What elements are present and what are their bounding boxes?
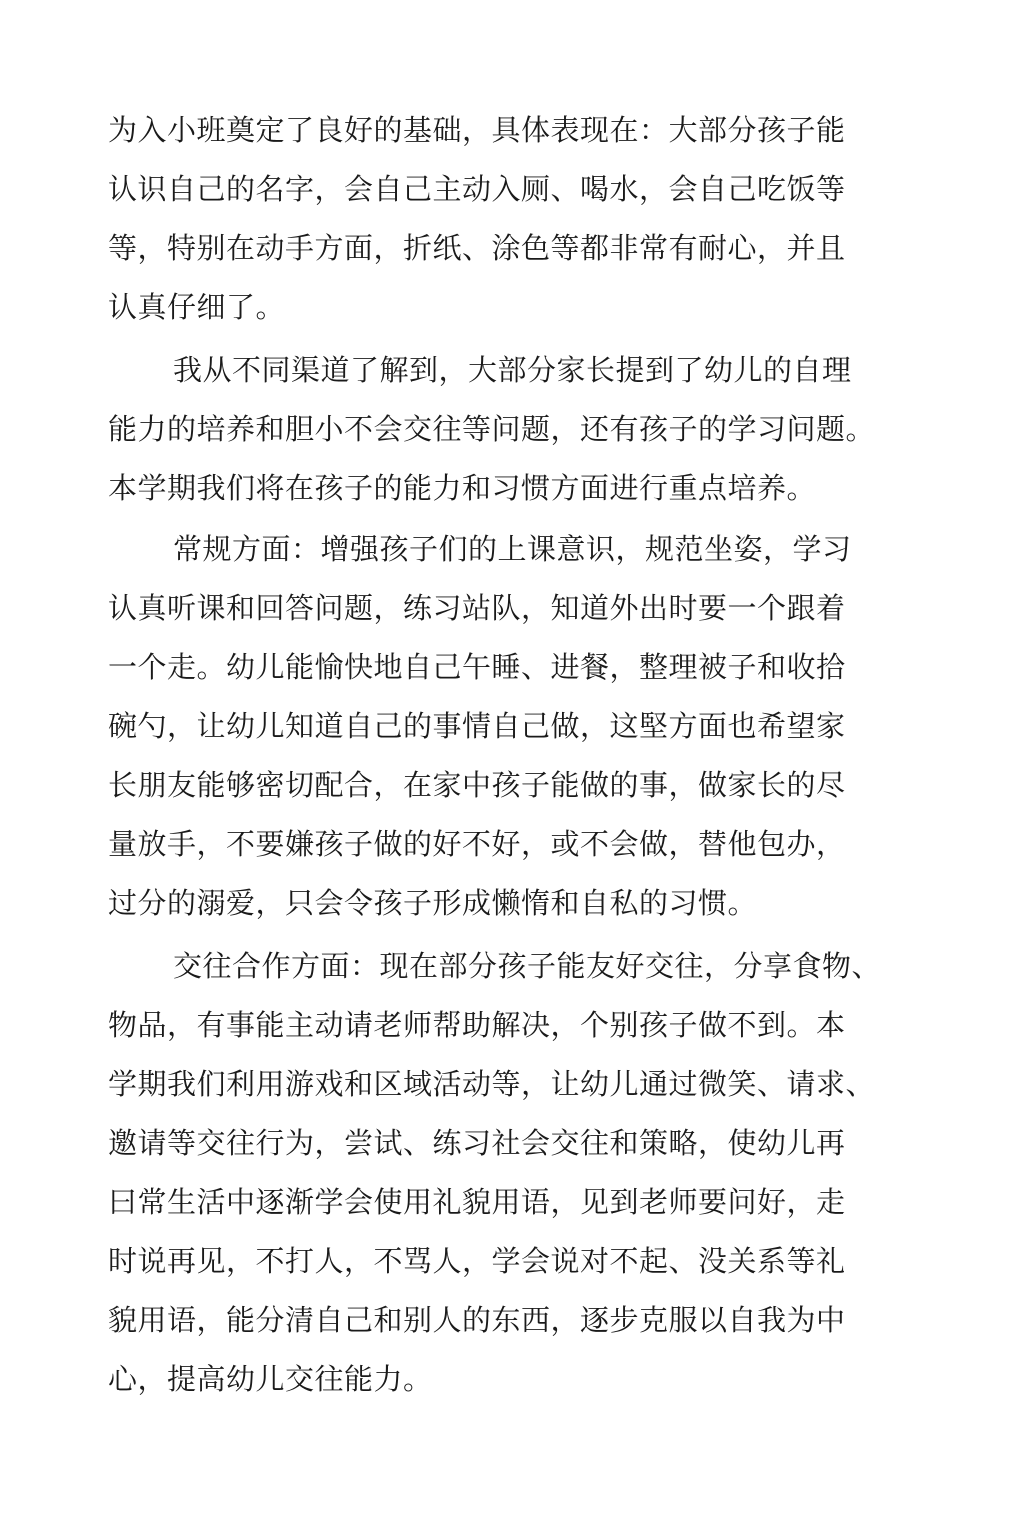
- paragraph-1-line-2: 认识自己的名字，会自己主动入厕、喝水，会自己吃饭等: [108, 172, 846, 206]
- paragraph-3-line-6: 量放手，不要嫌孩子做的好不好，或不会做，替他包办，: [108, 827, 846, 861]
- paragraph-4-line-2: 物品，有事能主动请老师帮助解决，个别孩子做不到。本: [108, 1008, 846, 1042]
- paragraph-1-line-3: 等，特别在动手方面，折纸、涂色等都非常有耐心，并且: [108, 231, 846, 265]
- paragraph-2-line-1: 我从不同渠道了解到，大部分家长提到了幼儿的自理: [173, 353, 852, 387]
- paragraph-3-line-5: 长朋友能够密切配合，在家中孩子能做的事，做家长的尽: [108, 768, 846, 802]
- paragraph-2-line-2: 能力的培养和胆小不会交往等问题，还有孩子的学习问题。: [108, 412, 876, 446]
- paragraph-4-line-6: 时说再见，不打人，不骂人，学会说对不起、没关系等礼: [108, 1244, 846, 1278]
- paragraph-4-line-3: 学期我们利用游戏和区域活动等，让幼儿通过微笑、请求、: [108, 1067, 876, 1101]
- paragraph-3-line-7: 过分的溺爱，只会令孩子形成懒惰和自私的习惯。: [108, 886, 758, 920]
- paragraph-3-line-3: 一个走。幼儿能愉快地自己午睡、进餐，整理被子和收拾: [108, 650, 846, 684]
- paragraph-2-line-3: 本学期我们将在孩子的能力和习惯方面进行重点培养。: [108, 471, 817, 505]
- paragraph-3-line-4: 碗勺，让幼儿知道自己的事情自己做，这堅方面也希望家: [108, 709, 846, 743]
- paragraph-4-line-8: 心，提高幼儿交往能力。: [108, 1362, 433, 1396]
- paragraph-4-line-5: 曰常生活中逐渐学会使用礼貌用语，见到老师要问好，走: [108, 1185, 846, 1219]
- paragraph-3-line-1: 常规方面：增强孩子们的上课意识，规范坐姿，学习: [173, 532, 852, 566]
- paragraph-1-line-4: 认真仔细了。: [108, 290, 286, 324]
- paragraph-4-line-1: 交往合作方面：现在部分孩子能友好交往，分享食物、: [173, 949, 882, 983]
- paragraph-1-line-1: 为入小班奠定了良好的基础，具体表现在：大部分孩子能: [108, 113, 846, 147]
- paragraph-3-line-2: 认真听课和回答问题，练习站队，知道外出时要一个跟着: [108, 591, 846, 625]
- paragraph-4-line-4: 邀请等交往行为，尝试、练习社会交往和策略，使幼儿再: [108, 1126, 846, 1160]
- paragraph-4-line-7: 貌用语，能分清自己和别人的东西，逐步克服以自我为中: [108, 1303, 846, 1337]
